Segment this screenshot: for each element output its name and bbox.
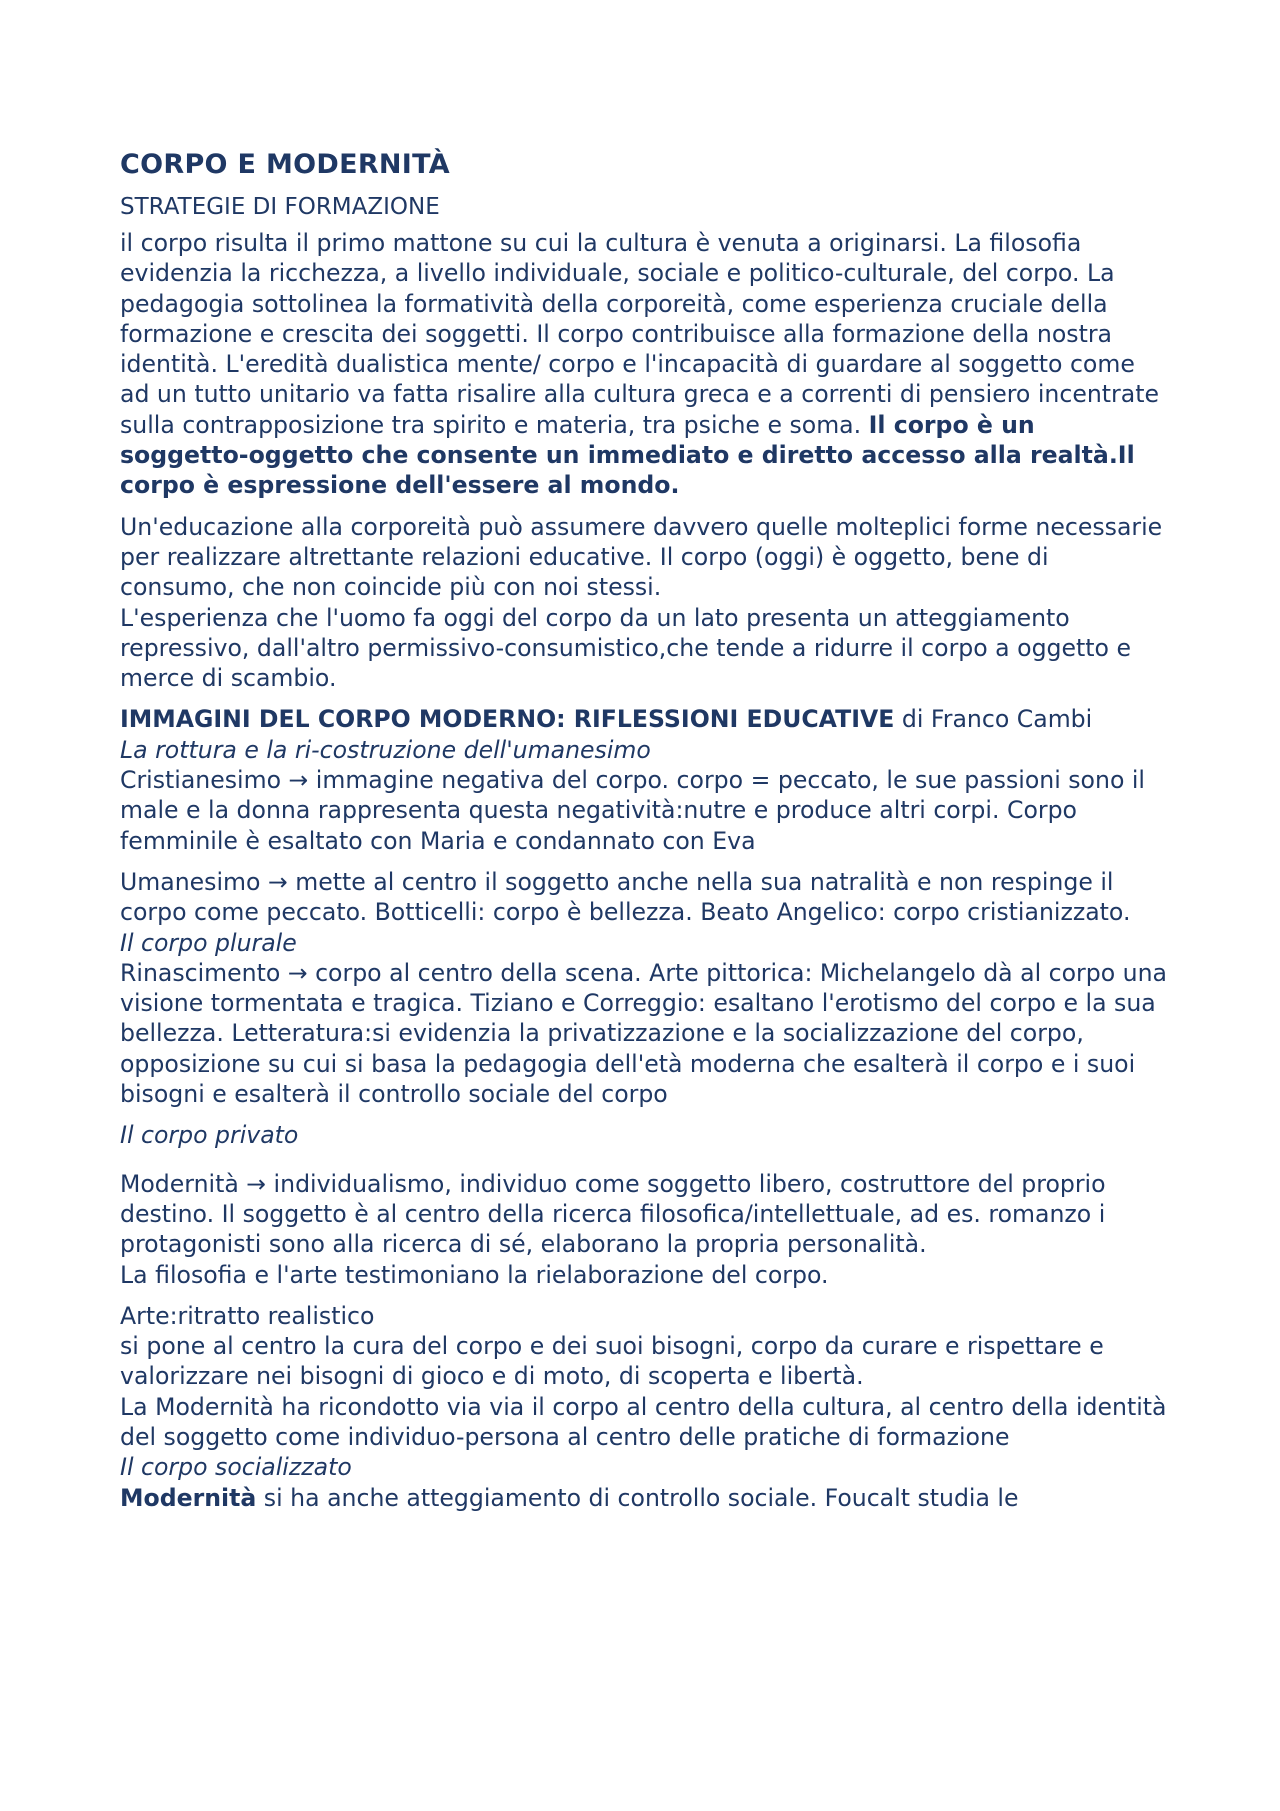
section-heading-author: di Franco Cambi (894, 705, 1093, 734)
rinascimento-paragraph: Rinascimento → corpo al centro della scena. Arte pittorica: Michelangelo dà al corpo una visione tormentata e tragica. Tiziano e Correggio: esaltano l'erotismo del corpo e la sua bellezza. Letteratura:si evidenzia la privatizzazione e la socializzazione del corpo, opposizione su cui si basa la pedagogia dell'età moderna che esalterà il corpo e i suoi bisogni e esalterà il controllo sociale del corpo (120, 958, 1168, 1109)
filosofia-text: La filosofia e l'arte testimoniano la rielaborazione del corpo. (120, 1260, 829, 1289)
controllo-bold: Modernità (120, 1483, 257, 1512)
cristianesimo-paragraph: Cristianesimo → immagine negativa del corpo. corpo = peccato, le sue passioni sono il male e la donna rappresenta questa negatività:nutre e produce altri corpi. Corpo femminile è esaltato con Maria e condannato con Eva (120, 766, 1145, 855)
intro-text: il corpo risulta il primo mattone su cui la cultura è venuta a originarsi. La filosofia evidenzia la ricchezza, a livello individuale, sociale e politico-culturale, del corpo. La pedagogia sottolinea la formatività della corporeità, come esperienza cruciale della formazione e crescita dei soggetti. Il corpo contribuisce alla formazione della nostra identità. L'eredità dualistica mente/ corpo e l'incapacità di guardare al soggetto come ad un tutto unitario va fatta risalire alla cultura greca e a correnti di pensiero incentrate sulla contrapposizione tra spirito e materia, tra psiche e soma. (120, 229, 1159, 439)
modernita-paragraph: Modernità → individualismo, individuo come soggetto libero, costruttore del proprio destino. Il soggetto è al centro della ricerca filosofica/intellettuale, ad es. romanzo i protagonisti sono alla ricerca di sé, elaborano la propria personalità. La filosofia e l'arte testimoniano la rielaborazione del corpo. (120, 1169, 1106, 1289)
subheading-privato: Il corpo privato (120, 1121, 299, 1150)
section-heading-title: IMMAGINI DEL CORPO MODERNO: RIFLESSIONI EDUCATIVE (120, 705, 895, 734)
subheading-plurale: Il corpo plurale (120, 928, 297, 957)
umanesimo-paragraph: Umanesimo → mette al centro il soggetto anche nella sua natralità e non respinge il corpo come peccato. Botticelli: corpo è bellezza. Beato Angelico: corpo cristianizzato. (120, 867, 1131, 927)
intro-paragraph (120, 228, 1170, 501)
subheading-socializzato: Il corpo socializzato (120, 1453, 352, 1482)
section-heading (120, 704, 1170, 734)
arte-paragraph: Arte:ritratto realistico si pone al centro la cura del corpo e dei suoi bisogni, corpo da curare e rispettare e valorizzare nei bisogni di gioco e di moto, di scoperta e libertà. La Modernità ha ricondotto via via il corpo al centro della cultura, al centro della identità del soggetto come individuo-persona al centro delle pratiche di formazione (120, 1301, 1167, 1451)
ricondotto-text: La Modernità ha ricondotto via via il corpo al centro della cultura, al centro della identità del soggetto come individuo-persona al centro delle pratiche di formazione (120, 1392, 1167, 1451)
intro-bold-text: Il corpo è un soggetto-oggetto che consente un immediato e diretto accesso alla realtà.Il corpo è espressione dell'essere al mondo. (120, 410, 1135, 500)
education-paragraph (120, 512, 1170, 694)
document-subtitle: STRATEGIE DI FORMAZIONE (120, 194, 440, 220)
subheading-rottura: La rottura e la ri-costruzione dell'umanesimo (120, 735, 651, 764)
education-text: Un'educazione alla corporeità può assumere davvero quelle molteplici forme necessarie per realizzare altrettante relazioni educative. Il corpo (oggi) è oggetto, bene di consumo, che non coincide più con noi stessi. (120, 512, 1163, 602)
cura-text: si pone al centro la cura del corpo e dei suoi bisogni, corpo da curare e rispettare e valorizzare nei bisogni di gioco e di moto, di scoperta e libertà. (120, 1332, 1104, 1391)
document-title: CORPO E MODERNITÀ (120, 149, 450, 180)
document-page (120, 148, 1170, 1513)
controllo-paragraph: Modernità si ha anche atteggiamento di controllo sociale. Foucalt studia le (120, 1483, 1019, 1512)
experience-text: L'esperienza che l'uomo fa oggi del corpo da un lato presenta un atteggiamento repressivo, dall'altro permissivo-consumistico,che tende a ridurre il corpo a oggetto e merce di scambio. (120, 603, 1131, 693)
